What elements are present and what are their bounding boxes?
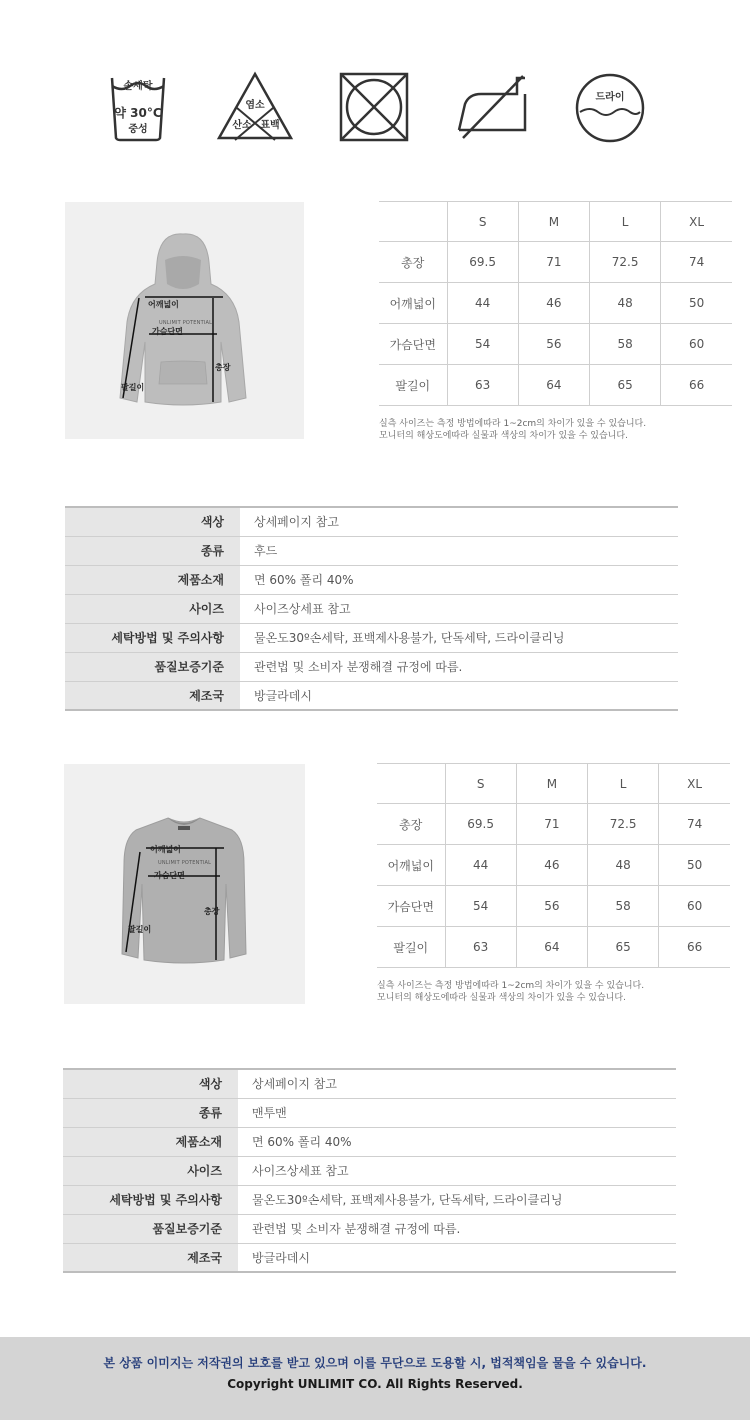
cell: 58 (588, 886, 659, 927)
table-row (379, 242, 732, 283)
cell: 69.5 (445, 804, 516, 845)
hoodie-measurement-photo (65, 202, 304, 439)
hand-wash-top-label: 손세탁 (123, 81, 153, 92)
hand-wash-temp-label: 약 30°C (114, 106, 162, 120)
row-label: 팔길이 (379, 365, 447, 406)
info-value: 사이즈상세표 참고 (240, 594, 678, 623)
info-value: 관련법 및 소비자 분쟁해결 규정에 따름. (238, 1214, 676, 1243)
cell: 54 (445, 886, 516, 927)
cell: 66 (661, 365, 732, 406)
size-header-blank (377, 764, 445, 804)
brand-print: UNLIMIT POTENTIAL (158, 860, 212, 866)
table-row (379, 283, 732, 324)
info-value: 사이즈상세표 참고 (238, 1156, 676, 1185)
table-row (65, 652, 678, 681)
info-key: 제조국 (65, 681, 240, 710)
info-key: 품질보증기준 (65, 652, 240, 681)
size-header: XL (659, 764, 730, 804)
size-note-line: 실측 사이즈는 측정 방법에따라 1~2cm의 차이가 있을 수 있습니다. (379, 419, 647, 429)
no-iron-icon (455, 68, 535, 148)
row-label: 가슴단면 (377, 886, 445, 927)
bleach-left-label: 산소 (232, 120, 252, 131)
no-chlorine-bleach-icon (215, 68, 295, 148)
info-key: 세탁방법 및 주의사항 (63, 1185, 238, 1214)
cell: 66 (659, 927, 730, 968)
cell: 74 (661, 242, 732, 283)
row-label: 총장 (377, 804, 445, 845)
cell: 72.5 (588, 804, 659, 845)
cell: 60 (661, 324, 732, 365)
cell: 64 (516, 927, 587, 968)
cell: 65 (590, 365, 661, 406)
cell: 63 (445, 927, 516, 968)
table-row (63, 1156, 676, 1185)
table-row (63, 1069, 676, 1098)
shoulder-label: 어깨넓이 (148, 300, 179, 309)
cell: 60 (659, 886, 730, 927)
bleach-top-label: 염소 (245, 100, 265, 111)
row-label: 어깨넓이 (377, 845, 445, 886)
product-info-table-1 (65, 506, 678, 711)
dry-clean-label: 드라이 (595, 92, 625, 103)
info-value: 후드 (240, 536, 678, 565)
info-value: 방글라데시 (240, 681, 678, 710)
info-value: 상세페이지 참고 (238, 1069, 676, 1098)
size-note-2 (377, 980, 644, 1004)
table-row (377, 845, 730, 886)
info-key: 제품소재 (63, 1127, 238, 1156)
size-note-line: 모니터의 해상도에따라 실물과 색상의 차이가 있을 수 있습니다. (377, 993, 626, 1003)
size-header: S (447, 202, 518, 242)
size-note-line: 실측 사이즈는 측정 방법에따라 1~2cm의 차이가 있을 수 있습니다. (377, 981, 645, 991)
cell: 48 (588, 845, 659, 886)
table-row (377, 804, 730, 845)
chest-label: 가슴단면 (154, 871, 185, 880)
cell: 46 (516, 845, 587, 886)
info-key: 품질보증기준 (63, 1214, 238, 1243)
cell: 48 (590, 283, 661, 324)
size-header: L (590, 202, 661, 242)
cell: 44 (447, 283, 518, 324)
info-value: 상세페이지 참고 (240, 507, 678, 536)
info-value: 관련법 및 소비자 분쟁해결 규정에 따름. (240, 652, 678, 681)
info-key: 사이즈 (65, 594, 240, 623)
cell: 56 (516, 886, 587, 927)
table-row (63, 1185, 676, 1214)
length-label: 총장 (215, 363, 231, 372)
info-value: 면 60% 폴리 40% (238, 1127, 676, 1156)
table-row (63, 1243, 676, 1272)
cell: 44 (445, 845, 516, 886)
sleeve-label: 팔길이 (128, 925, 152, 934)
bleach-right-label: 표백 (260, 120, 280, 131)
length-label: 총장 (204, 907, 220, 916)
size-header: M (518, 202, 589, 242)
cell: 64 (518, 365, 589, 406)
sleeve-label: 팔길이 (121, 383, 145, 392)
sweatshirt-measurement-photo (64, 764, 305, 1004)
dry-clean-icon (570, 68, 650, 148)
chest-label: 가슴단면 (152, 327, 183, 336)
brand-print: UNLIMIT POTENTIAL (159, 320, 213, 326)
cell: 50 (659, 845, 730, 886)
row-label: 어깨넓이 (379, 283, 447, 324)
size-header: L (588, 764, 659, 804)
copyright-footer (0, 1337, 750, 1420)
table-row (65, 536, 678, 565)
cell: 65 (588, 927, 659, 968)
row-label: 가슴단면 (379, 324, 447, 365)
cell: 46 (518, 283, 589, 324)
cell: 74 (659, 804, 730, 845)
size-note-1 (379, 418, 646, 442)
table-row (65, 681, 678, 710)
table-row (65, 507, 678, 536)
table-row (65, 565, 678, 594)
size-header-blank (379, 202, 447, 242)
info-value: 방글라데시 (238, 1243, 676, 1272)
cell: 63 (447, 365, 518, 406)
table-row (379, 324, 732, 365)
info-key: 색상 (63, 1069, 238, 1098)
copyright-notice: 본 상품 이미지는 저작권의 보호를 받고 있으며 이를 무단으로 도용할 시, 법적책임을 물을 수 있습니다. (103, 1356, 647, 1370)
info-value: 물온도30º손세탁, 표백제사용불가, 단독세탁, 드라이클리닝 (240, 623, 678, 652)
hand-wash-icon (100, 68, 180, 148)
cell: 72.5 (590, 242, 661, 283)
row-label: 팔길이 (377, 927, 445, 968)
table-row (65, 623, 678, 652)
table-row (63, 1127, 676, 1156)
table-row (377, 886, 730, 927)
hand-wash-bottom-label: 중성 (128, 124, 148, 135)
cell: 71 (518, 242, 589, 283)
info-key: 제조국 (63, 1243, 238, 1272)
row-label: 총장 (379, 242, 447, 283)
table-row (379, 365, 732, 406)
table-row (377, 927, 730, 968)
size-header: S (445, 764, 516, 804)
info-key: 색상 (65, 507, 240, 536)
info-value: 물온도30º손세탁, 표백제사용불가, 단독세탁, 드라이클리닝 (238, 1185, 676, 1214)
no-tumble-dry-icon (335, 68, 415, 148)
info-key: 제품소재 (65, 565, 240, 594)
table-row (63, 1098, 676, 1127)
info-value: 면 60% 폴리 40% (240, 565, 678, 594)
cell: 69.5 (447, 242, 518, 283)
size-header: M (516, 764, 587, 804)
size-table-1 (379, 201, 732, 406)
cell: 58 (590, 324, 661, 365)
info-key: 사이즈 (63, 1156, 238, 1185)
cell: 54 (447, 324, 518, 365)
shoulder-label: 어깨넓이 (150, 845, 181, 854)
size-header: XL (661, 202, 732, 242)
cell: 71 (516, 804, 587, 845)
info-value: 맨투맨 (238, 1098, 676, 1127)
info-key: 종류 (63, 1098, 238, 1127)
care-icons-row (100, 68, 640, 148)
info-key: 세탁방법 및 주의사항 (65, 623, 240, 652)
table-row (63, 1214, 676, 1243)
size-note-line: 모니터의 해상도에따라 실물과 색상의 차이가 있을 수 있습니다. (379, 431, 628, 441)
size-table-2 (377, 763, 730, 968)
table-row (65, 594, 678, 623)
cell: 56 (518, 324, 589, 365)
copyright-line: Copyright UNLIMIT CO. All Rights Reserved. (227, 1377, 523, 1391)
cell: 50 (661, 283, 732, 324)
product-info-table-2 (63, 1068, 676, 1273)
info-key: 종류 (65, 536, 240, 565)
